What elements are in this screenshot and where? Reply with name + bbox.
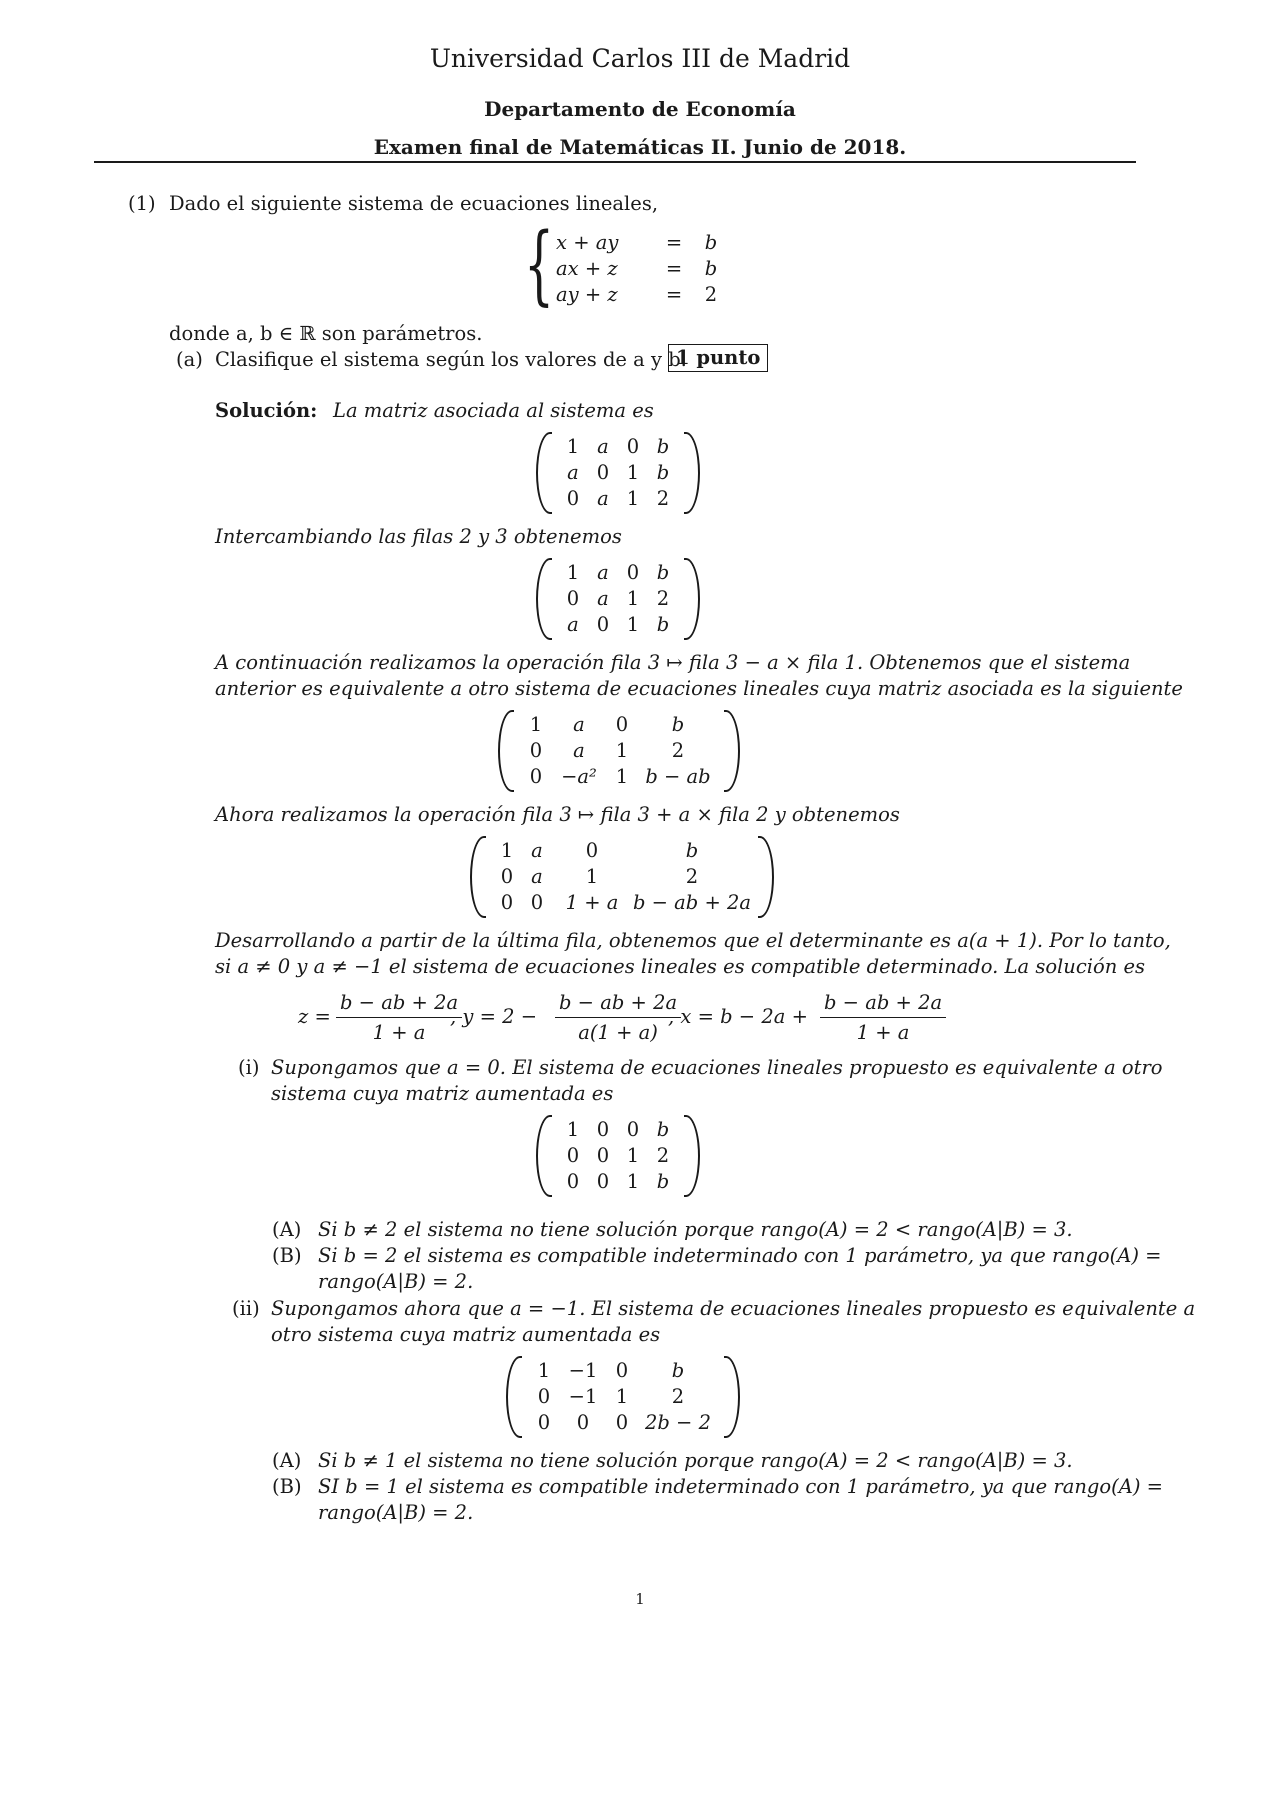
sol-x-lhs: , x = b − 2a +	[668, 1005, 808, 1028]
system-lhs: ax + z	[556, 257, 618, 280]
matrix-cell: 0	[585, 839, 599, 862]
matrix-cell: −a²	[561, 765, 597, 788]
matrix-cell: b	[656, 561, 670, 584]
matrix-cell: 1 + a	[565, 891, 619, 914]
matrix-cell: 1	[537, 1359, 551, 1382]
matrix-cell: b	[656, 1118, 670, 1141]
matrix-cell: 0	[537, 1411, 551, 1434]
sol-y-fraction	[555, 990, 681, 1045]
sol-z-fraction	[336, 990, 462, 1045]
case-ii-label: (ii)	[232, 1297, 260, 1320]
sol-x-numerator: b − ab + 2a	[820, 990, 946, 1018]
params-text: donde a, b ∈ ℝ son parámetros.	[169, 322, 483, 345]
case-i-B-line2: rango(A|B) = 2.	[318, 1270, 474, 1293]
right-paren	[684, 1115, 700, 1197]
matrix-cell: b	[656, 461, 670, 484]
matrix-cell: 1	[626, 587, 640, 610]
problem-intro: Dado el siguiente sistema de ecuaciones lineales,	[169, 192, 659, 215]
matrix-cell: 1	[626, 613, 640, 636]
op1-line2: anterior es equivalente a otro sistema de ecuaciones lineales cuya matriz asociada es la siguiente	[215, 677, 1183, 700]
matrix-4	[470, 836, 774, 918]
matrix-2	[536, 558, 700, 640]
matrix-cell: 0	[596, 613, 610, 636]
matrix-cell: b	[671, 713, 685, 736]
right-paren	[724, 710, 740, 792]
left-paren	[536, 1115, 552, 1197]
matrix-cell: 1	[615, 739, 629, 762]
matrix-cell: b − ab + 2a	[632, 891, 752, 914]
matrix-3	[498, 710, 740, 792]
matrix-cell: −1	[568, 1359, 598, 1382]
matrix-cell: 2	[656, 1144, 670, 1167]
matrix-cell: 1	[626, 1170, 640, 1193]
case-i-line1: Supongamos que a = 0. El sistema de ecuaciones lineales propuesto es equivalente a otro	[271, 1056, 1163, 1079]
matrix-cell: 0	[529, 765, 543, 788]
matrix-cell: a	[531, 865, 543, 888]
matrix-cell: 2b − 2	[644, 1411, 712, 1434]
case-i-B-label: (B)	[272, 1244, 302, 1267]
det-line1: Desarrollando a partir de la última fila, obtenemos que el determinante es a(a + 1). Por lo tanto,	[215, 929, 1171, 952]
matrix-cell: 0	[615, 1411, 629, 1434]
matrix-cell: 0	[626, 561, 640, 584]
case-ii-A-text: Si b ≠ 1 el sistema no tiene solución porque rango(A) = 2 < rango(A|B) = 3.	[318, 1449, 1073, 1472]
matrix-cell: a	[597, 487, 609, 510]
matrix-cell: 0	[615, 1359, 629, 1382]
case-ii-B-line2: rango(A|B) = 2.	[318, 1501, 474, 1524]
matrix-cell: 2	[685, 865, 699, 888]
matrix-cell: a	[567, 461, 579, 484]
matrix-cell: 0	[626, 435, 640, 458]
det-line2: si a ≠ 0 y a ≠ −1 el sistema de ecuaciones lineales es compatible determinado. La solución es	[215, 955, 1146, 978]
op1-line1: A continuación realizamos la operación fila 3 ↦ fila 3 − a × fila 1. Obtenemos que el sistema	[215, 651, 1131, 674]
matrix-cell: 0	[537, 1385, 551, 1408]
matrix-cell: 2	[671, 1385, 685, 1408]
system-eq: =	[665, 257, 683, 280]
sol-z-numerator: b − ab + 2a	[336, 990, 462, 1018]
matrix-cell: a	[597, 561, 609, 584]
right-paren	[724, 1356, 740, 1438]
matrix-cell: −1	[568, 1385, 598, 1408]
matrix-6	[506, 1356, 740, 1438]
matrix-1	[536, 432, 700, 514]
sol-x-denominator: 1 + a	[856, 1021, 910, 1044]
case-ii-B-line1: SI b = 1 el sistema es compatible indeterminado con 1 parámetro, ya que rango(A) =	[318, 1475, 1163, 1498]
right-paren	[684, 558, 700, 640]
matrix-cell: 0	[566, 487, 580, 510]
exam-title: Examen final de Matemáticas II. Junio de 2018.	[373, 135, 907, 159]
left-paren	[536, 432, 552, 514]
system-eq: =	[665, 231, 683, 254]
matrix-cell: 0	[530, 891, 544, 914]
matrix-cell: a	[573, 739, 585, 762]
case-i-A-label: (A)	[272, 1218, 302, 1241]
case-i-label: (i)	[238, 1056, 260, 1079]
department-title: Departamento de Economía	[484, 97, 796, 121]
sol-y-lhs: , y = 2 −	[450, 1005, 538, 1028]
case-i-A-text: Si b ≠ 2 el sistema no tiene solución porque rango(A) = 2 < rango(A|B) = 3.	[318, 1218, 1073, 1241]
matrix-cell: b	[671, 1359, 685, 1382]
left-paren	[506, 1356, 522, 1438]
swap-text: Intercambiando las filas 2 y 3 obtenemos	[215, 525, 622, 548]
matrix-cell: 0	[596, 1144, 610, 1167]
matrix-cell: 2	[656, 487, 670, 510]
matrix-cell: 1	[566, 1118, 580, 1141]
matrix-cell: 0	[596, 1118, 610, 1141]
op2-text: Ahora realizamos la operación fila 3 ↦ fila 3 + a × fila 2 y obtenemos	[215, 803, 900, 826]
matrix-cell: a	[597, 435, 609, 458]
matrix-cell: b − ab	[645, 765, 711, 788]
matrix-cell: 1	[626, 1144, 640, 1167]
university-title: Universidad Carlos III de Madrid	[429, 44, 851, 73]
matrix-cell: a	[597, 587, 609, 610]
left-paren	[536, 558, 552, 640]
solution-intro: La matriz asociada al sistema es	[333, 399, 654, 422]
matrix-cell: 1	[566, 561, 580, 584]
matrix-cell: a	[567, 613, 579, 636]
case-ii-B-label: (B)	[272, 1475, 302, 1498]
sol-z-lhs: z =	[298, 1005, 331, 1028]
system-brace: {	[524, 215, 555, 315]
points-badge: 1 punto	[668, 344, 768, 372]
part-a-text: Clasifique el sistema según los valores de a y b.	[215, 348, 687, 371]
matrix-cell: 1	[566, 435, 580, 458]
matrix-cell: a	[531, 839, 543, 862]
equation-system	[556, 230, 726, 308]
header-rule	[94, 161, 1136, 163]
case-ii-line1: Supongamos ahora que a = −1. El sistema de ecuaciones lineales propuesto es equivalente a	[271, 1297, 1196, 1320]
case-ii-line2: otro sistema cuya matriz aumentada es	[271, 1323, 661, 1346]
matrix-cell: b	[656, 435, 670, 458]
matrix-cell: b	[656, 1170, 670, 1193]
sol-x-fraction	[820, 990, 946, 1045]
system-lhs: x + ay	[556, 231, 619, 254]
matrix-cell: 0	[566, 1170, 580, 1193]
matrix-cell: 0	[566, 1144, 580, 1167]
system-rhs: b	[704, 231, 718, 254]
matrix-cell: 1	[615, 765, 629, 788]
right-paren	[758, 836, 774, 918]
left-paren	[470, 836, 486, 918]
matrix-cell: 1	[626, 487, 640, 510]
part-a-label: (a)	[176, 348, 203, 371]
matrix-cell: b	[656, 613, 670, 636]
matrix-cell: 0	[500, 865, 514, 888]
case-ii-A-label: (A)	[272, 1449, 302, 1472]
matrix-cell: 1	[626, 461, 640, 484]
matrix-cell: 1	[585, 865, 599, 888]
solution-label: Solución:	[215, 399, 318, 422]
matrix-cell: b	[685, 839, 699, 862]
system-rhs: b	[704, 257, 718, 280]
matrix-cell: 0	[615, 713, 629, 736]
matrix-cell: 1	[615, 1385, 629, 1408]
matrix-cell: 0	[566, 587, 580, 610]
matrix-cell: 0	[529, 739, 543, 762]
system-rhs: 2	[704, 283, 718, 306]
matrix-cell: 0	[596, 461, 610, 484]
case-i-B-line1: Si b = 2 el sistema es compatible indeterminado con 1 parámetro, ya que rango(A) =	[318, 1244, 1162, 1267]
matrix-cell: 1	[529, 713, 543, 736]
matrix-cell: 0	[500, 891, 514, 914]
right-paren	[684, 432, 700, 514]
matrix-cell: 0	[626, 1118, 640, 1141]
matrix-5	[536, 1115, 700, 1197]
system-lhs: ay + z	[556, 283, 618, 306]
case-i-line2: sistema cuya matriz aumentada es	[271, 1082, 614, 1105]
matrix-cell: a	[573, 713, 585, 736]
sol-y-denominator: a(1 + a)	[578, 1021, 658, 1044]
sol-z-denominator: 1 + a	[372, 1021, 426, 1044]
page-number: 1	[635, 1590, 645, 1608]
matrix-cell: 0	[596, 1170, 610, 1193]
problem-number: (1)	[128, 192, 156, 215]
matrix-cell: 2	[671, 739, 685, 762]
sol-y-numerator: b − ab + 2a	[555, 990, 681, 1018]
system-eq: =	[665, 283, 683, 306]
matrix-cell: 0	[576, 1411, 590, 1434]
matrix-cell: 1	[500, 839, 514, 862]
left-paren	[498, 710, 514, 792]
matrix-cell: 2	[656, 587, 670, 610]
